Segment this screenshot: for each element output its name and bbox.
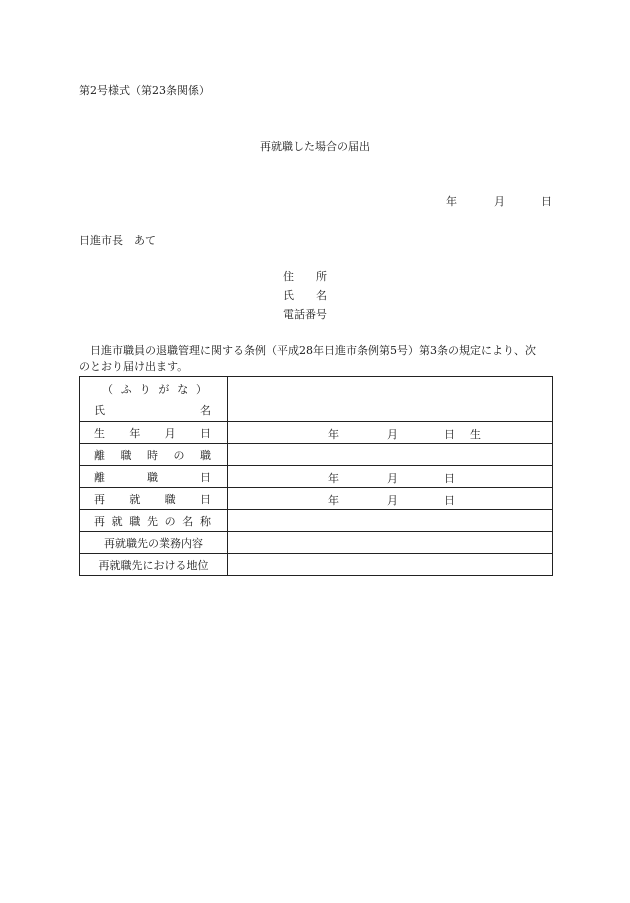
employer-name-label-cell — [80, 510, 228, 532]
retire-month-unit: 月 — [387, 472, 398, 485]
employer-name-input-cell[interactable] — [228, 510, 553, 532]
sender-phone-label: 電話番号 — [283, 308, 327, 321]
reemploy-date-label: 再 就 職 日 — [94, 492, 211, 506]
reemploy-year-unit: 年 — [328, 494, 339, 507]
report-form-table — [79, 376, 553, 576]
retire-day-unit: 日 — [444, 472, 455, 485]
birthdate-label-cell — [80, 422, 228, 444]
position-input-cell[interactable] — [228, 554, 553, 576]
name-label: 氏 名 — [94, 404, 211, 417]
date-year-label: 年 — [446, 195, 457, 208]
position-label: 再就職先における地位 — [80, 554, 228, 576]
reemploy-date-label-cell — [80, 488, 228, 510]
employer-name-label: 再 就 職 先 の 名 称 — [94, 514, 211, 528]
body-line-2: のとおり届け出ます。 — [79, 360, 189, 373]
date-day-label: 日 — [541, 195, 552, 208]
table-row-business — [80, 532, 553, 554]
table-row-retire-position — [80, 444, 553, 466]
body-line-1: 日進市職員の退職管理に関する条例（平成28年日進市条例第5号）第3条の規定により、次 — [90, 344, 536, 357]
reemploy-month-unit: 月 — [387, 494, 398, 507]
name-input-cell[interactable] — [228, 377, 553, 422]
table-row-birthdate — [80, 422, 553, 444]
birth-suffix-unit: 生 — [470, 428, 481, 441]
retire-date-label-cell — [80, 466, 228, 488]
table-row-reemploy-date — [80, 488, 553, 510]
table-row-retire-date — [80, 466, 553, 488]
body-text — [79, 343, 553, 375]
name-label-cell — [80, 377, 228, 422]
table-row-position — [80, 554, 553, 576]
birthdate-input-cell[interactable] — [228, 422, 553, 444]
birth-year-unit: 年 — [328, 428, 339, 441]
document-title: 再就職した場合の届出 — [260, 140, 370, 153]
addressee: 日進市長 あて — [79, 234, 156, 247]
table-row-employer-name — [80, 510, 553, 532]
form-number: 第2号様式（第23条関係） — [79, 84, 210, 97]
birth-day-unit: 日 — [444, 428, 455, 441]
retire-date-input-cell[interactable] — [228, 466, 553, 488]
sender-address-label: 住 所 — [283, 270, 327, 283]
table-row-name — [80, 377, 553, 422]
reemploy-day-unit: 日 — [444, 494, 455, 507]
retire-date-label: 離 職 日 — [94, 470, 211, 484]
reemploy-date-input-cell[interactable] — [228, 488, 553, 510]
date-month-label: 月 — [494, 195, 505, 208]
furigana-label: （ ふ り が な ） — [102, 383, 207, 396]
sender-name-label: 氏 名 — [283, 289, 327, 302]
retire-year-unit: 年 — [328, 472, 339, 485]
retire-position-label-cell — [80, 444, 228, 466]
business-input-cell[interactable] — [228, 532, 553, 554]
birthdate-label: 生 年 月 日 — [94, 426, 211, 440]
birth-month-unit: 月 — [387, 428, 398, 441]
business-label: 再就職先の業務内容 — [80, 532, 228, 554]
retire-position-input-cell[interactable] — [228, 444, 553, 466]
retire-position-label: 離 職 時 の 職 — [94, 448, 211, 462]
